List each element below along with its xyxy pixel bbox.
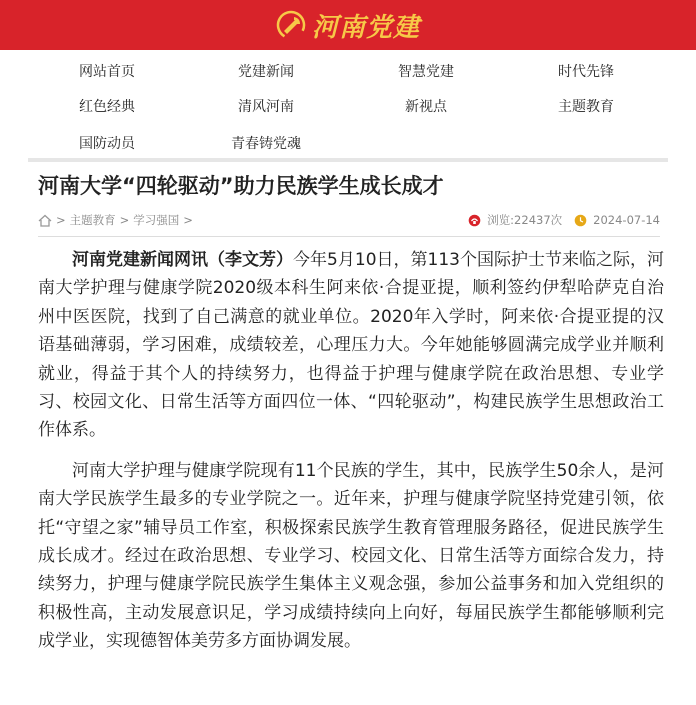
nav-item-youth-party[interactable]: 青春铸党魂 — [231, 136, 301, 152]
nav-divider — [28, 158, 668, 162]
main-nav — [0, 50, 696, 158]
article-title: 河南大学“四轮驱动”助力民族学生成长成才 — [38, 174, 444, 198]
article-paragraph-1-text: 今年5月10日，第113个国际护士节来临之际，河南大学护理与健康学院2020级本科生阿来依·合提亚提，顺利签约伊犁哈萨克自治州中医医院，找到了自己满意的就业单位。2020年入学时，阿来依·合提亚提的汉语基础薄弱，学习困难，成绩较差，心理压力大。今年她能够圆满完成学业并顺利就业，得益于其个人的持续努力，也得益于护理与健康学院在政治思想、专业学习、校园文化、日常生活等方面四位一体、“四轮驱动”，构建民族学生思想政治工作体系。 — [38, 250, 664, 441]
nav-item-smart-party[interactable]: 智慧党建 — [398, 64, 454, 80]
nav-item-party-news[interactable]: 党建新闻 — [238, 64, 294, 80]
article-body — [38, 246, 664, 668]
nav-item-theme-education[interactable]: 主题教育 — [558, 99, 614, 115]
article-meta — [38, 210, 660, 232]
home-icon[interactable] — [38, 214, 52, 227]
views-icon — [468, 214, 481, 227]
nav-item-red-classics[interactable]: 红色经典 — [79, 99, 135, 115]
article-paragraph: 河南大学护理与健康学院现有11个民族的学生，其中，民族学生50余人，是河南大学民族学生最多的专业学院之一。近年来，护理与健康学院坚持党建引领，依托“守望之家”辅导员工作室，积极探索民族学生教育管理服务路径，促进民族学生成长成才。经过在政治思想、专业学习、校园文化、日常生活等方面综合发力，持续努力，护理与健康学院民族学生集体主义观念强，参加公益事务和加入党组织的积极性高，主动发展意识足，学习成绩持续向上向好，每届民族学生都能够顺利完成学业，实现德智体美劳多方面协调发展。 — [38, 460, 664, 652]
nav-item-new-viewpoint[interactable]: 新视点 — [405, 99, 447, 115]
logo-text: 河南党建 — [311, 12, 420, 43]
site-header — [0, 0, 696, 50]
nav-item-home[interactable]: 网站首页 — [79, 64, 135, 80]
breadcrumb-study-strong-nation[interactable]: 学习强国 — [133, 213, 180, 227]
breadcrumb-separator: > — [183, 213, 193, 227]
nav-item-pioneers[interactable]: 时代先锋 — [558, 64, 614, 80]
clock-icon — [574, 214, 587, 227]
publish-date: 2024-07-14 — [593, 213, 660, 227]
article-lead: 河南党建新闻网讯（李文芳） — [72, 250, 294, 270]
breadcrumb-separator: > — [119, 213, 130, 227]
party-emblem-icon — [276, 10, 306, 40]
site-logo[interactable] — [276, 7, 420, 44]
nav-item-clean-henan[interactable]: 清风河南 — [238, 99, 294, 115]
breadcrumb — [38, 212, 193, 228]
nav-item-national-defense[interactable]: 国防动员 — [79, 136, 135, 152]
article-stats — [468, 212, 660, 228]
breadcrumb-separator: > — [56, 213, 66, 227]
breadcrumb-theme-education[interactable]: 主题教育 — [69, 213, 116, 227]
meta-divider — [38, 236, 660, 237]
view-count: 浏览:22437次 — [487, 213, 563, 227]
article-paragraph — [38, 246, 664, 445]
